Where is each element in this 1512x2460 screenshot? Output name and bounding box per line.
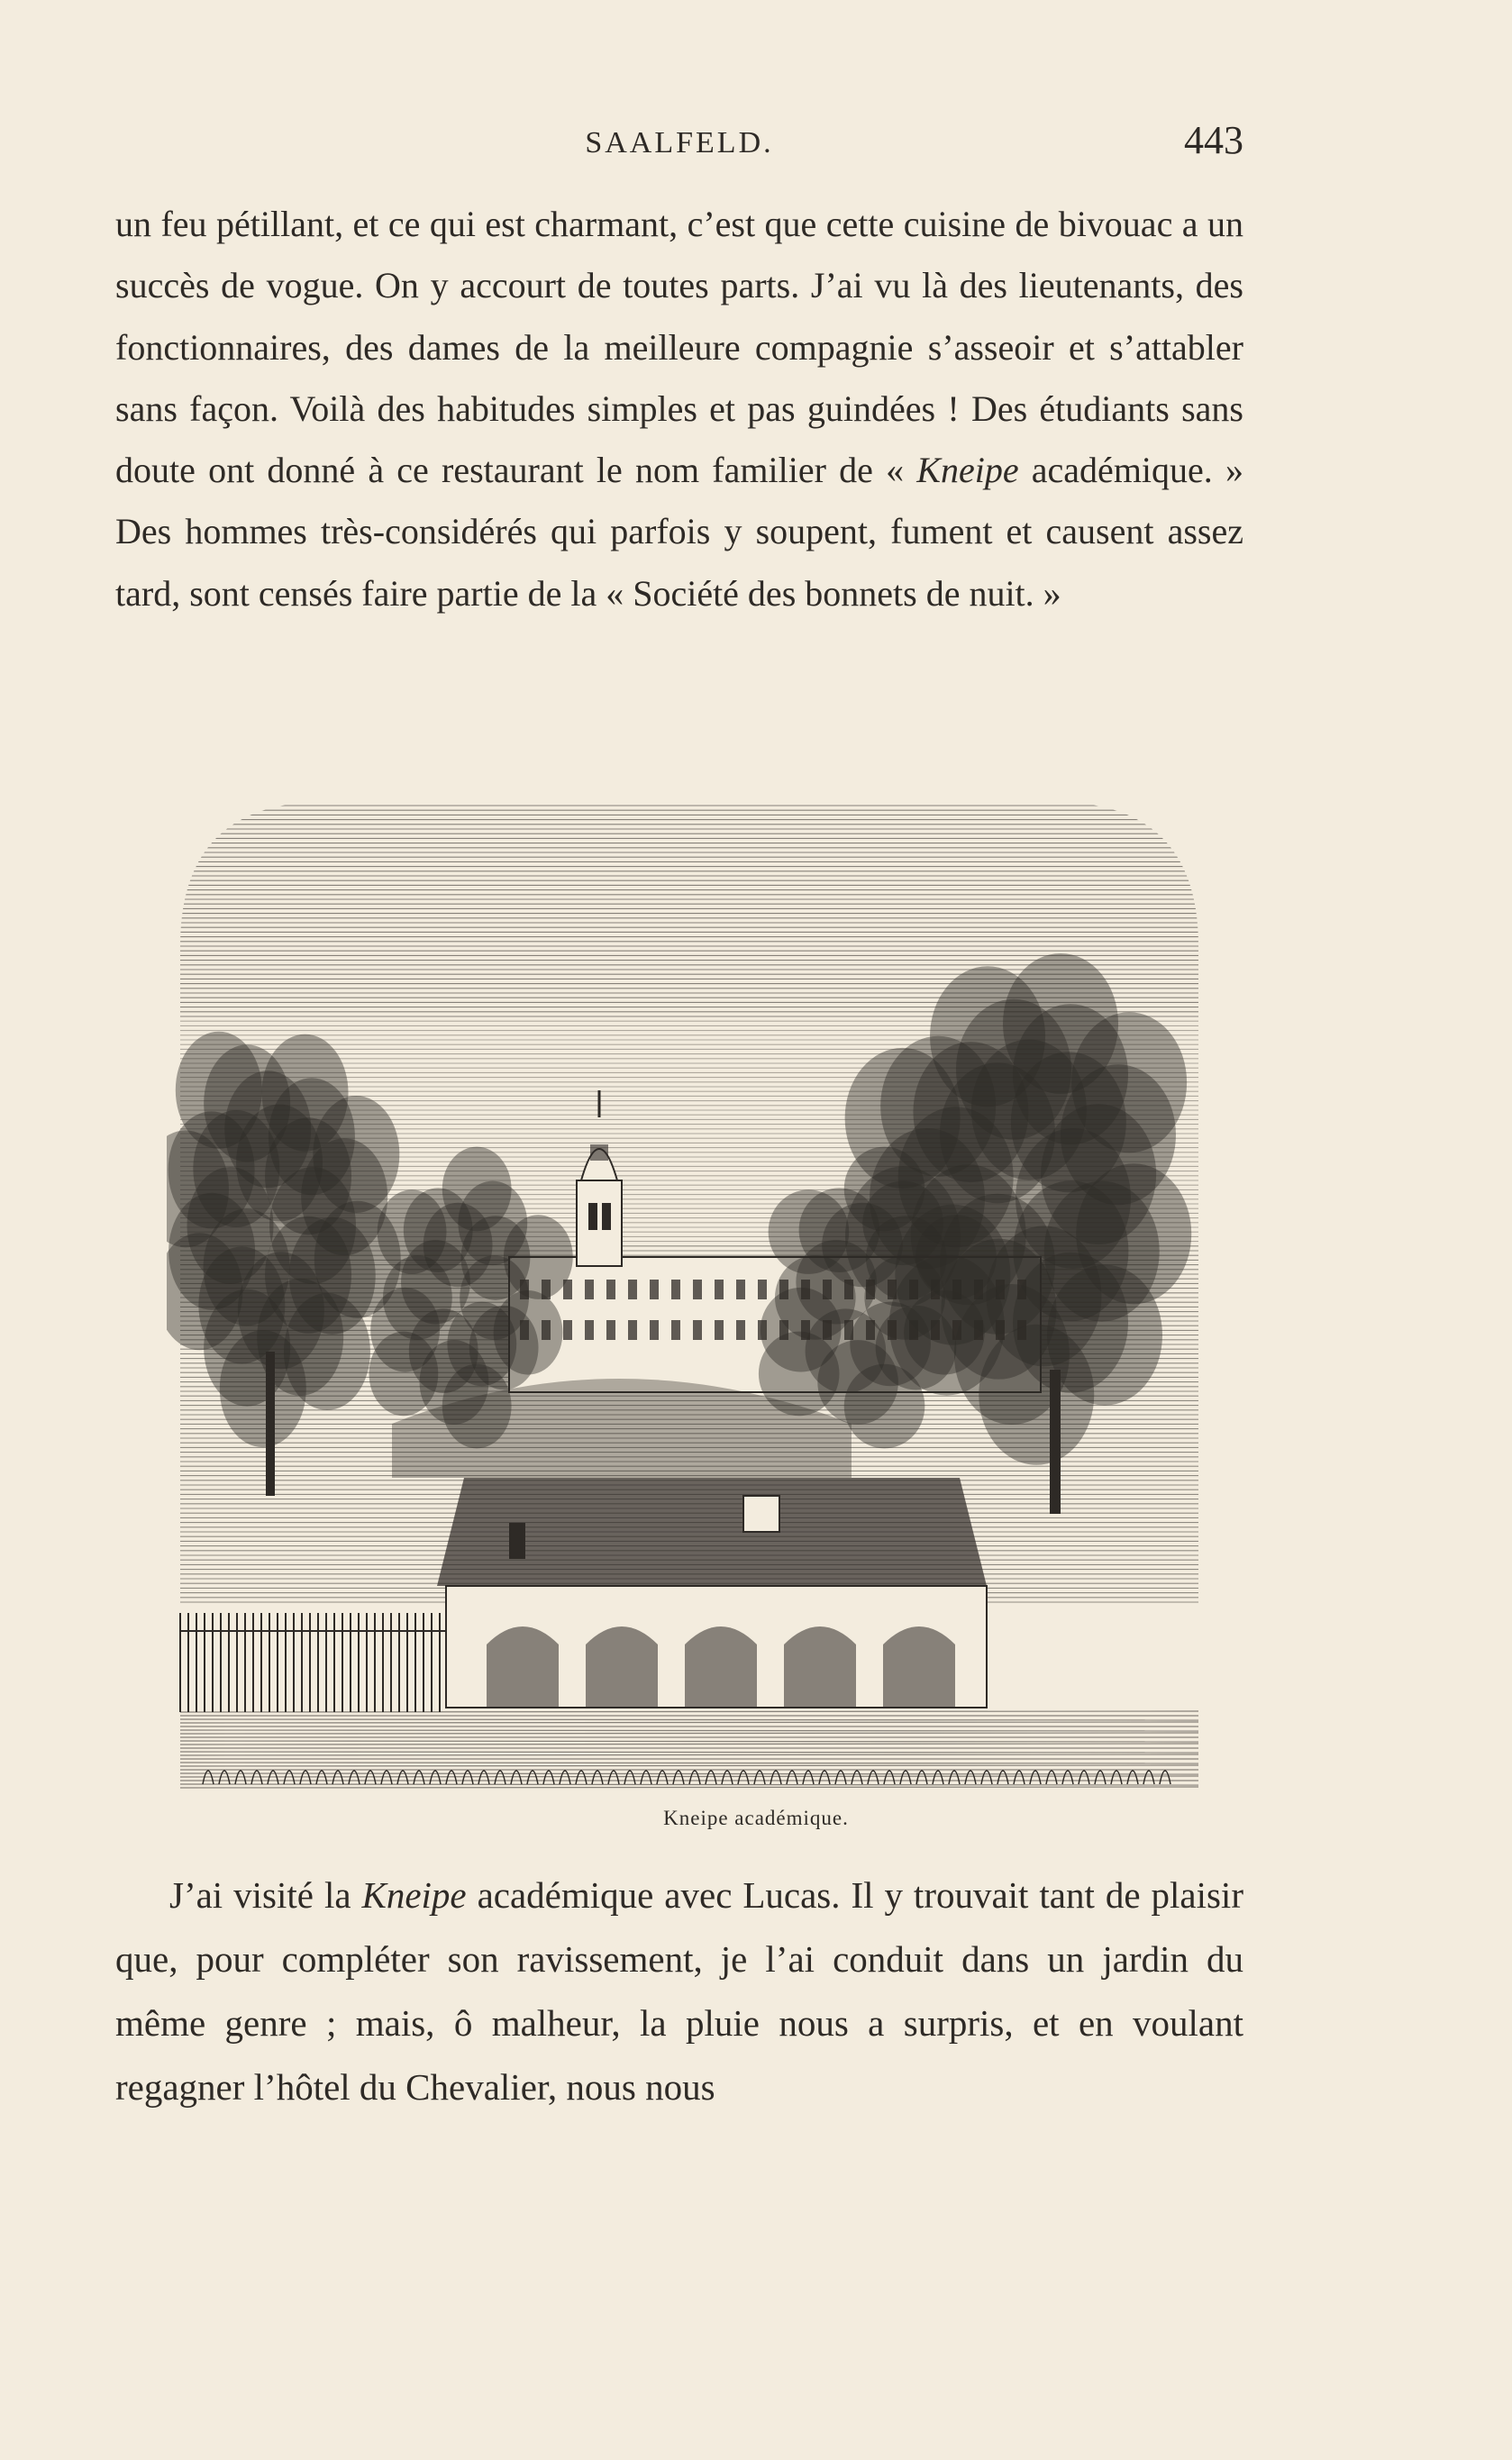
grass-tuft [478, 1771, 489, 1784]
figure-caption: Kneipe académique. [663, 1807, 849, 1829]
grass-tuft [722, 1771, 733, 1784]
paragraph-1 [115, 194, 1243, 624]
inn-arch [784, 1626, 856, 1708]
tree-right [1041, 1104, 1156, 1244]
paragraph-1-text-b: académique. » Des hommes très-considérés qui parfois y soupent, fument et causent assez tard, sont censés faire partie de la « Société des bonnets de nuit. » [115, 450, 1243, 614]
grass-tuft [997, 1771, 1008, 1784]
inn-arch [487, 1626, 559, 1708]
grass-tuft [1127, 1771, 1138, 1784]
grass-tuft [835, 1771, 846, 1784]
paragraph-2-text-b: académique avec Lucas. Il y trouvait tant de plaisir que, pour compléter son ravissement, je l’ai conduit dans un jardin du même genre ; mais, ô malheur, la pluie nous a surpris, et en voulant regagner l’hôtel du Chevalier, nous nous [115, 1874, 1243, 2108]
inn-arch [883, 1626, 955, 1708]
grass-tuft [1062, 1771, 1073, 1784]
tree-left [504, 1215, 573, 1299]
grass-tuft [397, 1771, 408, 1784]
inn-chimney [509, 1523, 525, 1559]
grass-tuft [316, 1771, 327, 1784]
paragraph-1-italic: Kneipe [916, 450, 1019, 491]
grass-tuft [527, 1771, 538, 1784]
grass-tuft [300, 1771, 311, 1784]
tree-trunk [266, 1352, 275, 1496]
grass-tuft [900, 1771, 911, 1784]
palace-window [693, 1280, 702, 1299]
palace-window [628, 1320, 637, 1340]
ground-hatching [180, 1765, 1198, 1766]
grass-tuft [1143, 1771, 1154, 1784]
tower-lantern [590, 1144, 608, 1161]
palace-window [563, 1320, 572, 1340]
tower-body [577, 1180, 622, 1266]
grass-tuft [446, 1771, 457, 1784]
grass-tuft [1046, 1771, 1057, 1784]
grass-tuft [624, 1771, 635, 1784]
engraving-illustration [167, 793, 1198, 1793]
grass-tuft [1111, 1771, 1122, 1784]
ground-hatching [180, 1711, 1198, 1712]
grass-tuft [1079, 1771, 1089, 1784]
ground-hatching [180, 1722, 1198, 1723]
palace-window [715, 1320, 724, 1340]
ground-hatching [180, 1752, 1198, 1753]
running-title: SAALFELD. [585, 126, 774, 159]
palace-window [671, 1320, 680, 1340]
grass-tuft [641, 1771, 651, 1784]
grass-tuft [543, 1771, 554, 1784]
inn-arch [685, 1626, 757, 1708]
paragraph-1-text-a: un feu pétillant, et ce qui est charmant, c’est que cette cuisine de bivouac a un succès de vogue. On y accourt de toutes parts. J’ai vu là des lieutenants, des fonctionnaires, des dames de la meilleure compagnie s’asseoir et s’attabler sans façon. Voilà des habitudes simples et pas guindées ! Des étudiants sans doute ont donné à ce restaurant le nom familier de « [115, 204, 1243, 491]
ground-hatching [180, 1733, 1198, 1734]
grass-tuft [673, 1771, 684, 1784]
paragraph-2-italic: Kneipe [361, 1874, 467, 1916]
grass-tuft [770, 1771, 781, 1784]
tower-window [588, 1203, 597, 1230]
grass-tuft [981, 1771, 992, 1784]
grass-tuft [332, 1771, 343, 1784]
palace-window [606, 1320, 615, 1340]
grass-tuft [1095, 1771, 1106, 1784]
ground-hatching [180, 1730, 1198, 1731]
palace-window [758, 1280, 767, 1299]
ground-hatching [180, 1787, 1198, 1788]
grass-tuft [819, 1771, 830, 1784]
tower-window [602, 1203, 611, 1230]
grass-tuft [657, 1771, 668, 1784]
ground-hatching [180, 1719, 1198, 1720]
grass-tuft [462, 1771, 473, 1784]
palace-window [671, 1280, 680, 1299]
palace-window [736, 1320, 745, 1340]
palace-window [693, 1320, 702, 1340]
inn-dormer [743, 1496, 779, 1532]
palace-window [585, 1320, 594, 1340]
palace-window [650, 1320, 659, 1340]
tree-trunk [1050, 1370, 1061, 1514]
grass-tuft [949, 1771, 960, 1784]
ground-hatching [180, 1773, 1198, 1774]
ground-hatching [180, 1744, 1198, 1745]
ground-hatching [180, 1741, 1198, 1742]
grass-tuft [706, 1771, 716, 1784]
grass-tuft [560, 1771, 570, 1784]
grass-tuft [965, 1771, 976, 1784]
palace-window [606, 1280, 615, 1299]
palace-window [585, 1280, 594, 1299]
grass-tuft [803, 1771, 814, 1784]
tree-left [301, 1138, 387, 1255]
grass-tuft [738, 1771, 749, 1784]
grass-tuft [689, 1771, 700, 1784]
palace-window [650, 1280, 659, 1299]
grass-tuft [916, 1771, 927, 1784]
ground-hatching [180, 1754, 1198, 1755]
grass-tuft [608, 1771, 619, 1784]
paragraph-2 [115, 1863, 1243, 2119]
engraving-svg [167, 793, 1198, 1793]
grass-tuft [592, 1771, 603, 1784]
grass-tuft [787, 1771, 797, 1784]
grass-tuft [852, 1771, 862, 1784]
grass-tuft [365, 1771, 376, 1784]
tree-right [915, 1215, 997, 1299]
ground-hatching [180, 1784, 1198, 1785]
palace-window [715, 1280, 724, 1299]
grass-tuft [884, 1771, 895, 1784]
grass-tuft [754, 1771, 765, 1784]
grass-tuft [511, 1771, 522, 1784]
grass-tuft [495, 1771, 506, 1784]
grass-tuft [933, 1771, 943, 1784]
palace-window [628, 1280, 637, 1299]
grass-tuft [381, 1771, 392, 1784]
inn-arch [586, 1626, 658, 1708]
grass-tuft [430, 1771, 441, 1784]
grass-tuft [868, 1771, 879, 1784]
running-head [115, 117, 1243, 171]
palace-window [736, 1280, 745, 1299]
grass-tuft [1030, 1771, 1041, 1784]
grass-tuft [414, 1771, 424, 1784]
grass-tuft [349, 1771, 360, 1784]
paragraph-2-text-a: J’ai visité la [169, 1874, 362, 1916]
grass-tuft [1014, 1771, 1025, 1784]
grass-tuft [284, 1771, 295, 1784]
ground-hatching [180, 1776, 1198, 1777]
grass-tuft [576, 1771, 587, 1784]
grass-tuft [1160, 1771, 1170, 1784]
page-number: 443 [1184, 118, 1243, 162]
